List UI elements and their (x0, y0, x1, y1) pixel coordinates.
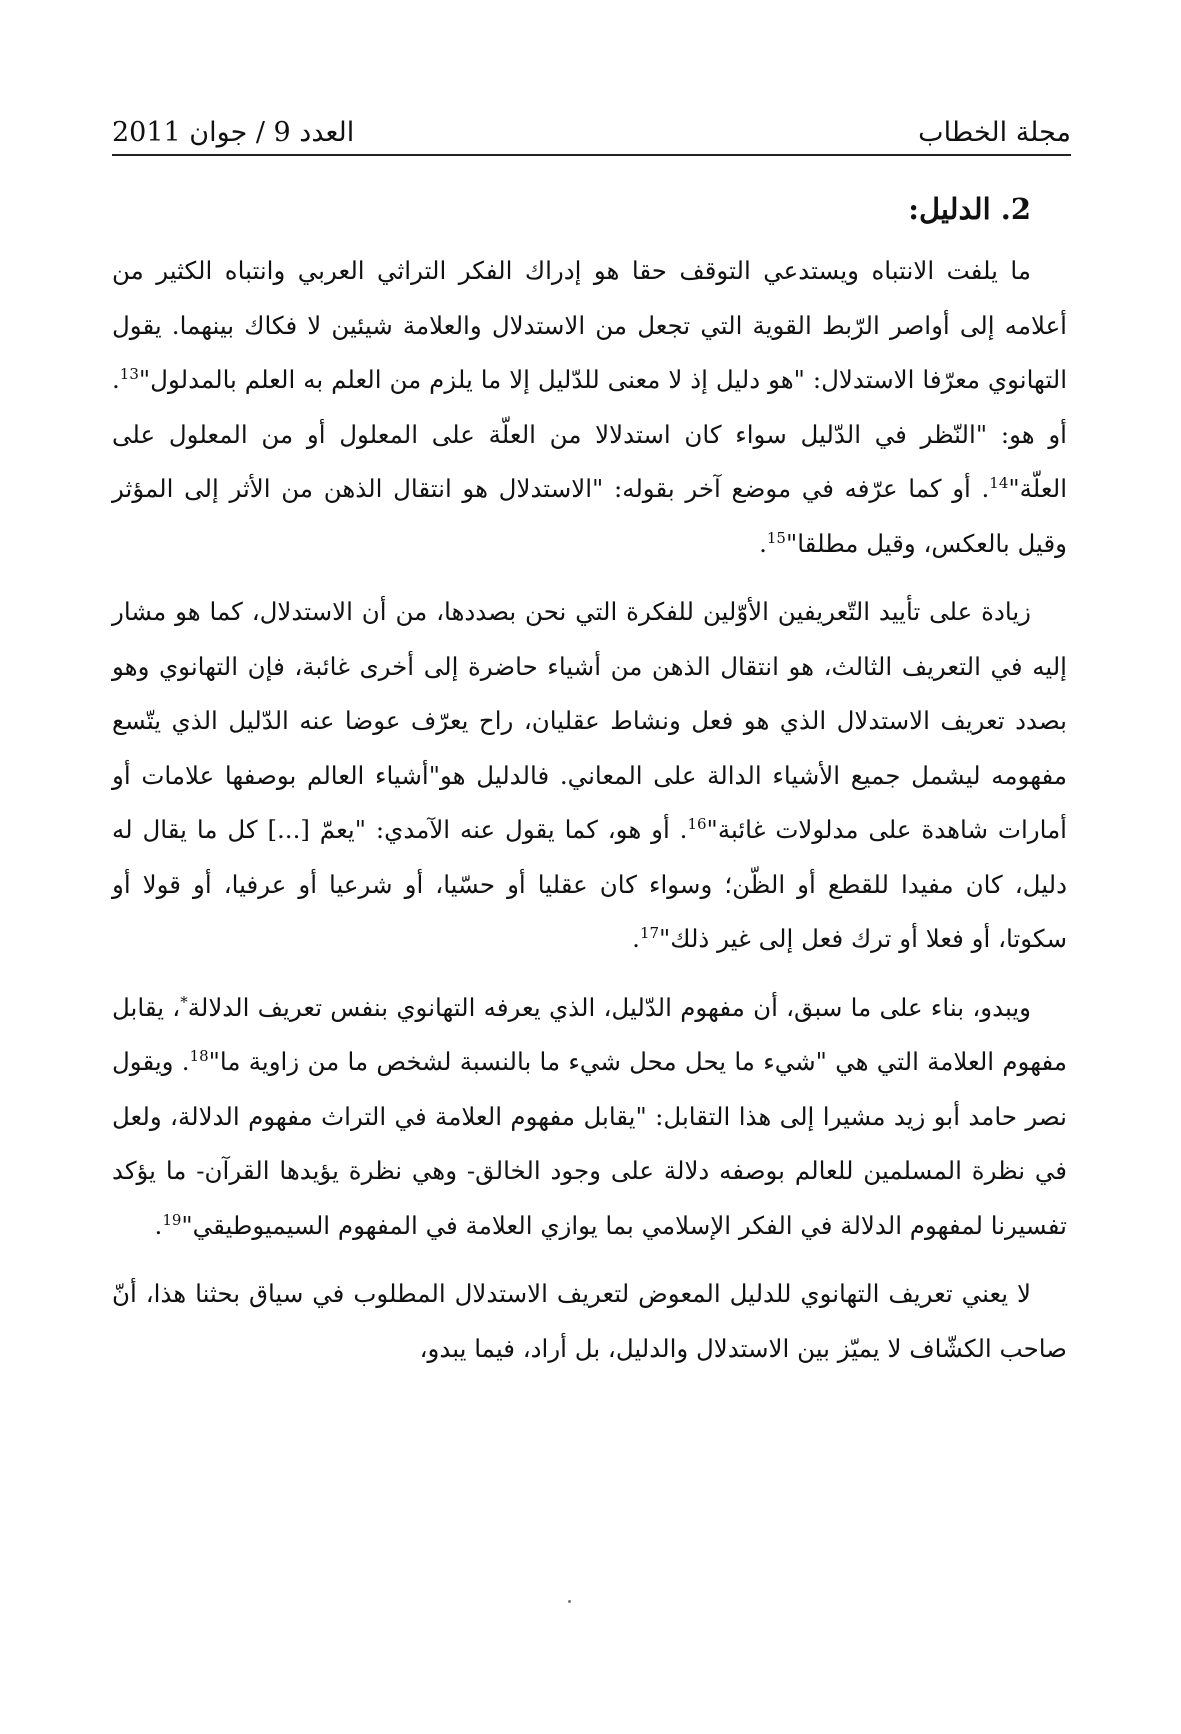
text-run: . ويقول نصر حامد أبو زيد مشيرا إلى هذا التقابل: "يقابل مفهوم العلامة في التراث مفهوم الدلالة، ولعل في نظرة المسلمين للعالم بوصفه دلالة على وجود الخالق- وهي نظرة يؤيدها القرآن- ما يؤكد تفسيرنا لمفهوم الدلالة في الفكر الإسلامي بما يوازي العلامة في المفهوم السيميوطيقي" (112, 1047, 1067, 1240)
footnote-ref: 15 (766, 528, 786, 547)
footnote-ref: 16 (687, 814, 707, 833)
text-run: ويبدو، بناء على ما سبق، أن مفهوم الدّليل، الذي يعرفه التهانوي بنفس تعريف الدلالة (187, 992, 1031, 1022)
text-run: . (759, 528, 767, 558)
footnote-ref: 17 (639, 923, 660, 942)
issue-info: العدد 9 / جوان 2011 (112, 117, 355, 148)
footnote-ref: 19 (162, 1210, 182, 1229)
text-run: . (632, 924, 640, 953)
text-run: . أو هو، كما يقول عنه الآمدي: "يعمّ [...] كل ما يقال له دليل، كان مفيدا للقطع أو الظّن؛ وسواء كان عقليا أو حسّيا، أو شرعيا أو عرفيا، أو قولا أو سكوتا، أو فعلا أو ترك فعل إلى غير ذلك" (112, 815, 1067, 953)
paragraph (112, 981, 1067, 1254)
text-run: . أو كما عرّفه في موضع آخر بقوله: "الاستدلال هو انتقال الذهن من الأثر إلى المؤثر وقيل بالعكس، وقيل مطلقا" (112, 474, 1067, 558)
text-run: ما يلفت الانتباه ويستدعي التوقف حقا هو إدراك الفكر التراثي العربي وانتباه الكثير من أعلامه إلى أواصر الرّبط القوية التي تجعل من الاستدلال والعلامة شيئين لا فكاك بينهما. يقول التهانوي معرّفا الاستدلال: "هو دليل إذ لا معنى للدّليل إلا ما يلزم من العلم به العلم بالمدلول" (112, 256, 1067, 394)
journal-name: مجلة الخطاب (918, 117, 1071, 148)
text-run: . (154, 1210, 163, 1240)
running-header (112, 110, 1071, 156)
text-run: ، يقابل مفهوم العلامة التي هي "شيء ما يحل محل شيء ما بالنسبة لشخص ما من زاوية ما" (112, 992, 1068, 1076)
page-mark (568, 1600, 571, 1603)
paragraph (112, 1267, 1067, 1376)
footnote-ref: 18 (189, 1046, 209, 1065)
text-run: لا يعني تعريف التهانوي للدليل المعوض لتعريف الاستدلال المطلوب في سياق بحثنا هذا، أنّ صاحب الكشّاف لا يميّز بين الاستدلال والدليل، بل أراد، فيما يبدو، (112, 1279, 1067, 1363)
section-heading: 2. الدليل: (908, 192, 1031, 226)
text-run: زيادة على تأييد التّعريفين الأوّلين للفكرة التي نحن بصددها، من أن الاستدلال، كما هو مشار إليه في التعريف الثالث، هو انتقال الذهن من أشياء حاضرة إلى أخرى غائبة، فإن التهانوي وهو بصدد تعريف الاستدلال الذي هو فعل ونشاط عقليان، راح يعرّف عوضا عنه الدّليل الذي يتّسع مفهومه ليشمل جميع الأشياء الدالة على المعاني. فالدليل هو"أشياء العالم بوصفها علامات أو أمارات شاهدة على مدلولات غائبة" (112, 597, 1067, 844)
article-body (112, 244, 1067, 1390)
text-run: . أو هو: "النّظر في الدّليل سواء كان استدلالا من العلّة على المعلول أو من المعلول على العلّة" (112, 365, 1067, 503)
paragraph (112, 585, 1067, 967)
footnote-ref: 14 (989, 473, 1009, 492)
paragraph (112, 244, 1067, 571)
footnote-ref: 13 (119, 364, 139, 383)
footnote-ref: * (180, 992, 188, 1011)
